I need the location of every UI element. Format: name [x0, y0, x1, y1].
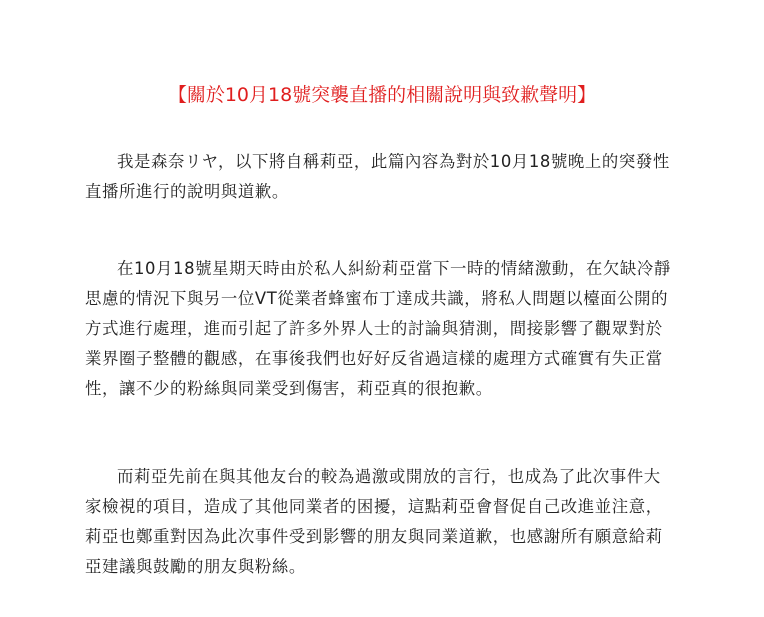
- paragraph-line: 直播所進行的說明與道歉。: [85, 182, 289, 201]
- paragraph-line: 業界圈子整體的觀感，在事後我們也好好反省過這樣的處理方式確實有失正當: [85, 349, 663, 368]
- paragraph-line: 而莉亞先前在與其他友台的較為過激或開放的言行，也成為了此次事件大: [117, 467, 661, 486]
- paragraph-line: 性，讓不少的粉絲與同業受到傷害，莉亞真的很抱歉。: [85, 379, 493, 398]
- page-title: 【關於10月18號突襲直播的相關說明與致歉聲明】: [167, 84, 597, 106]
- paragraph-apology: [85, 462, 685, 582]
- paragraph-line: 莉亞也鄭重對因為此次事件受到影響的朋友與同業道歉，也感謝所有願意給莉: [85, 527, 663, 546]
- paragraph-line: 家檢視的項目，造成了其他同業者的困擾，這點莉亞會督促自己改進並注意，: [85, 497, 663, 516]
- paragraph-line: 方式進行處理，進而引起了許多外界人士的討論與猜測，間接影響了觀眾對於: [85, 319, 663, 338]
- paragraph-explanation: [85, 254, 685, 404]
- paragraph-intro: [85, 147, 685, 207]
- paragraph-line: 在10月18號星期天時由於私人糾紛莉亞當下一時的情緒激動，在欠缺冷靜: [117, 259, 671, 278]
- paragraph-line: 我是森奈リヤ，以下將自稱莉亞，此篇內容為對於10月18號晚上的突發性: [117, 152, 670, 171]
- paragraph-line: 思慮的情況下與另一位VT從業者蜂蜜布丁達成共識，將私人問題以檯面公開的: [85, 289, 669, 308]
- paragraph-line: 亞建議與鼓勵的朋友與粉絲。: [85, 557, 306, 576]
